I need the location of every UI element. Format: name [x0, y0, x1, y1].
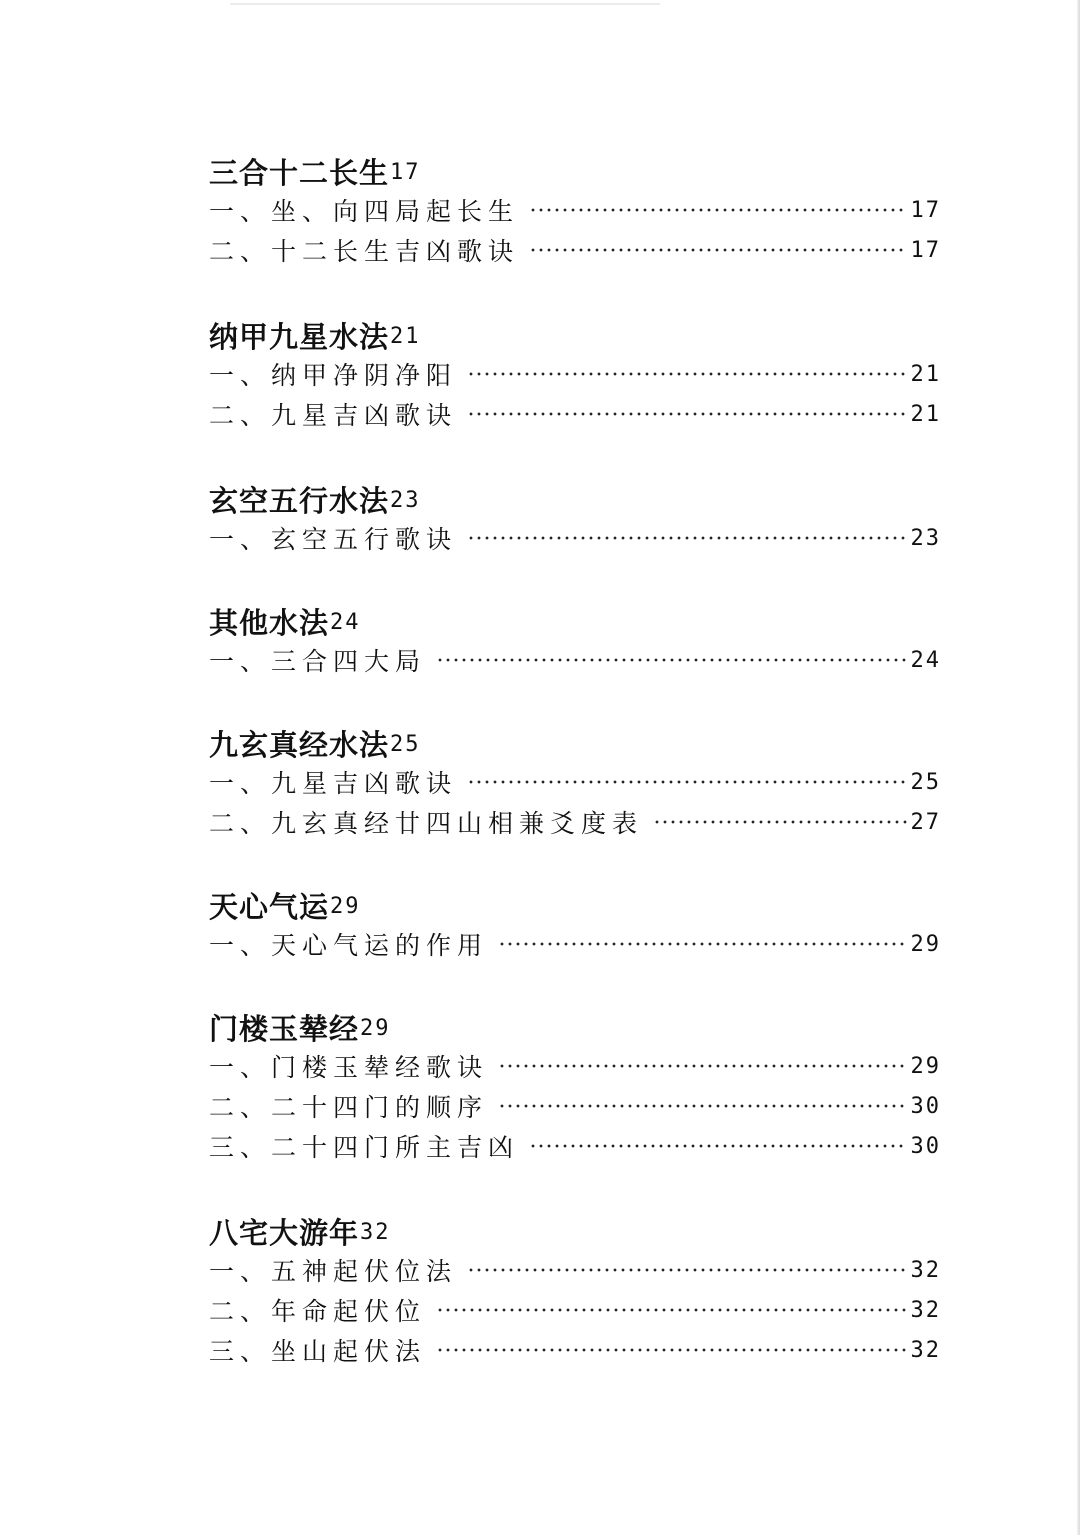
- entry-label: 三、二十四门所主吉凶: [209, 1133, 520, 1162]
- dot-leader: [529, 243, 906, 257]
- section-heading: [209, 1006, 941, 1046]
- section-page-number: 29: [360, 1016, 391, 1041]
- entry-label: 二、二十四门的顺序: [209, 1093, 489, 1122]
- entry-page-number: 21: [910, 401, 941, 427]
- entry-label: 一、玄空五行歌诀: [209, 525, 458, 554]
- toc-section: [209, 150, 941, 270]
- section-heading: [209, 1210, 941, 1250]
- section-page-number: 32: [360, 1220, 391, 1245]
- toc-entry: [209, 802, 941, 842]
- toc-entry: [209, 190, 941, 230]
- section-heading: [209, 314, 941, 354]
- section-page-number: 25: [390, 732, 421, 757]
- entry-label: 二、九玄真经廿四山相兼爻度表: [209, 809, 644, 838]
- toc-section: [209, 722, 941, 842]
- entry-label: 一、五神起伏位法: [209, 1257, 458, 1286]
- dot-leader: [467, 531, 906, 545]
- dot-leader: [467, 407, 906, 421]
- toc-entry: [209, 354, 941, 394]
- toc-section: [209, 884, 941, 964]
- section-heading: [209, 478, 941, 518]
- toc-section: [209, 600, 941, 680]
- toc-entry: [209, 394, 941, 434]
- entry-label: 一、九星吉凶歌诀: [209, 769, 458, 798]
- toc-entry: [209, 1250, 941, 1290]
- entry-page-number: 27: [910, 809, 941, 835]
- dot-leader: [498, 1099, 906, 1113]
- table-of-contents: [209, 150, 941, 1370]
- section-title: 玄空五行水法: [209, 484, 390, 518]
- toc-section: [209, 478, 941, 558]
- entry-page-number: 29: [910, 1053, 941, 1079]
- section-title: 纳甲九星水法: [209, 320, 390, 354]
- toc-entry: [209, 518, 941, 558]
- entry-label: 二、九星吉凶歌诀: [209, 401, 458, 430]
- entry-page-number: 30: [910, 1133, 941, 1159]
- entry-label: 一、三合四大局: [209, 647, 427, 676]
- section-title: 其他水法: [209, 606, 330, 640]
- toc-entry: [209, 1086, 941, 1126]
- entry-page-number: 24: [910, 647, 941, 673]
- entry-label: 一、门楼玉辇经歌诀: [209, 1053, 489, 1082]
- entry-label: 二、十二长生吉凶歌诀: [209, 237, 520, 266]
- dot-leader: [529, 203, 906, 217]
- dot-leader: [436, 1343, 906, 1357]
- toc-entry: [209, 1126, 941, 1166]
- dot-leader: [436, 653, 906, 667]
- entry-label: 一、坐、向四局起长生: [209, 197, 520, 226]
- section-page-number: 23: [390, 488, 421, 513]
- entry-page-number: 32: [910, 1297, 941, 1323]
- section-title: 九玄真经水法: [209, 728, 390, 762]
- entry-label: 二、年命起伏位: [209, 1297, 427, 1326]
- entry-page-number: 17: [910, 197, 941, 223]
- section-page-number: 21: [390, 324, 421, 349]
- toc-entry: [209, 1046, 941, 1086]
- entry-page-number: 25: [910, 769, 941, 795]
- entry-page-number: 23: [910, 525, 941, 551]
- toc-section: [209, 1006, 941, 1166]
- section-title: 八宅大游年: [209, 1216, 360, 1250]
- toc-entry: [209, 1290, 941, 1330]
- toc-section: [209, 314, 941, 434]
- dot-leader: [436, 1303, 906, 1317]
- dot-leader: [653, 815, 906, 829]
- entry-page-number: 17: [910, 237, 941, 263]
- entry-label: 三、坐山起伏法: [209, 1337, 427, 1366]
- section-title: 天心气运: [209, 890, 330, 924]
- dot-leader: [498, 937, 906, 951]
- section-page-number: 29: [330, 894, 361, 919]
- dot-leader: [467, 1263, 906, 1277]
- section-heading: [209, 884, 941, 924]
- section-page-number: 17: [390, 160, 421, 185]
- toc-entry: [209, 762, 941, 802]
- dot-leader: [529, 1139, 906, 1153]
- entry-label: 一、天心气运的作用: [209, 931, 489, 960]
- entry-page-number: 30: [910, 1093, 941, 1119]
- section-heading: [209, 600, 941, 640]
- scan-edge-top: [230, 3, 660, 5]
- section-heading: [209, 150, 941, 190]
- toc-section: [209, 1210, 941, 1370]
- entry-page-number: 32: [910, 1257, 941, 1283]
- dot-leader: [467, 367, 906, 381]
- toc-entry: [209, 1330, 941, 1370]
- entry-page-number: 21: [910, 361, 941, 387]
- entry-page-number: 29: [910, 931, 941, 957]
- section-title: 三合十二长生: [209, 156, 390, 190]
- toc-entry: [209, 640, 941, 680]
- toc-entry: [209, 924, 941, 964]
- section-heading: [209, 722, 941, 762]
- toc-entry: [209, 230, 941, 270]
- section-title: 门楼玉辇经: [209, 1012, 360, 1046]
- dot-leader: [498, 1059, 906, 1073]
- entry-label: 一、纳甲净阴净阳: [209, 361, 458, 390]
- dot-leader: [467, 775, 906, 789]
- section-page-number: 24: [330, 610, 361, 635]
- entry-page-number: 32: [910, 1337, 941, 1363]
